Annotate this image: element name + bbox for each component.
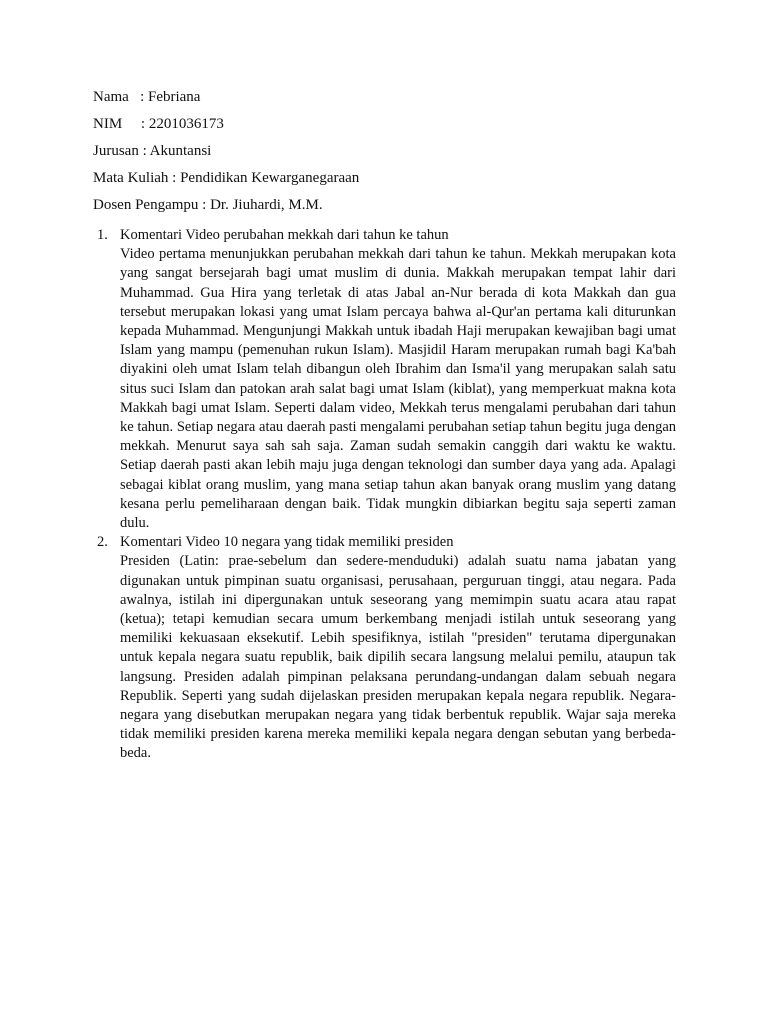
list-item xyxy=(93,226,676,533)
student-nim-line: NIM : 2201036173 xyxy=(93,116,224,132)
numbered-list xyxy=(93,226,676,764)
student-info-header xyxy=(93,88,693,223)
list-item-body: Video pertama menunjukkan perubahan mekkah dari tahun ke tahun. Mekkah merupakan kota yang sangat bersejarah bagi umat muslim di dunia. Makkah merupakan tempat lahir dari Muhammad. Gua Hira yang terletak di atas Jabal an-Nur berada di kota Makkah dan gua tersebut merupakan lokasi yang umat Islam percaya bahwa al-Qur'an pertama kali diturunkan kepada Muhammad. Mengunjungi Makkah untuk ibadah Haji merupakan kewajiban bagi umat Islam yang mampu (pemenuhan rukun Islam). Masjidil Haram merupakan rumah bagi Ka'bah diyakini oleh umat Islam telah dibangun oleh Ibrahim dan Isma'il yang merupakan salah satu situs suci Islam dan patokan arah salat bagi umat Islam (kiblat), yang memperkuat makna kota Makkah bagi umat Islam. Seperti dalam video, Mekkah terus mengalami perubahan dari tahun ke tahun. Setiap negara atau daerah pasti mengalami perubahan setiap tahun begitu juga dengan mekkah. Menurut saya sah sah saja. Zaman sudah semakin canggih dari waktu ke waktu. Setiap daerah pasti akan lebih maju juga dengan teknologi dan sumber daya yang ada. Apalagi sebagai kiblat orang muslim, yang mana setiap tahun akan banyak orang muslim yang datang kesana perlu pemeliharaan dengan baik. Tidak mungkin dibiarkan begitu saja seperti zaman dulu. xyxy=(120,246,676,532)
list-item xyxy=(93,533,676,763)
list-item-number: 1. xyxy=(97,227,108,243)
list-item-number: 2. xyxy=(97,534,108,551)
course-line: Mata Kuliah : Pendidikan Kewarganegaraan xyxy=(93,170,360,186)
list-item-title: Komentari Video perubahan mekkah dari tahun ke tahun xyxy=(120,227,449,243)
student-name-line: Nama : Febriana xyxy=(93,89,201,105)
major-line: Jurusan : Akuntansi xyxy=(93,143,212,159)
list-item-body: Presiden (Latin: prae-sebelum dan sedere-menduduki) adalah suatu nama jabatan yang digunakan untuk pimpinan suatu organisasi, perusahaan, perguruan tinggi, atau negara. Pada awalnya, istilah ini dipergunakan untuk seseorang yang memimpin suatu acara atau rapat (ketua); tetapi kemudian secara umum berkembang menjadi istilah untuk seseorang yang memiliki kekuasaan eksekutif. Lebih spesifiknya, istilah "presiden" terutama dipergunakan untuk kepala negara suatu republik, baik dipilih secara langsung melalui pemilu, ataupun tak langsung. Presiden adalah pimpinan pelaksana perundang-undangan dalam sebuah negara Republik. Seperti yang sudah dijelaskan presiden merupakan kepala negara republik. Negara-negara yang disebutkan merupakan negara yang tidak berbentuk republik. Wajar saja mereka tidak memiliki presiden karena mereka memiliki kepala negara dengan sebutan yang berbeda-beda. xyxy=(120,553,676,762)
list-item-title: Komentari Video 10 negara yang tidak memiliki presiden xyxy=(120,534,454,551)
lecturer-line: Dosen Pengampu : Dr. Jiuhardi, M.M. xyxy=(93,197,323,213)
